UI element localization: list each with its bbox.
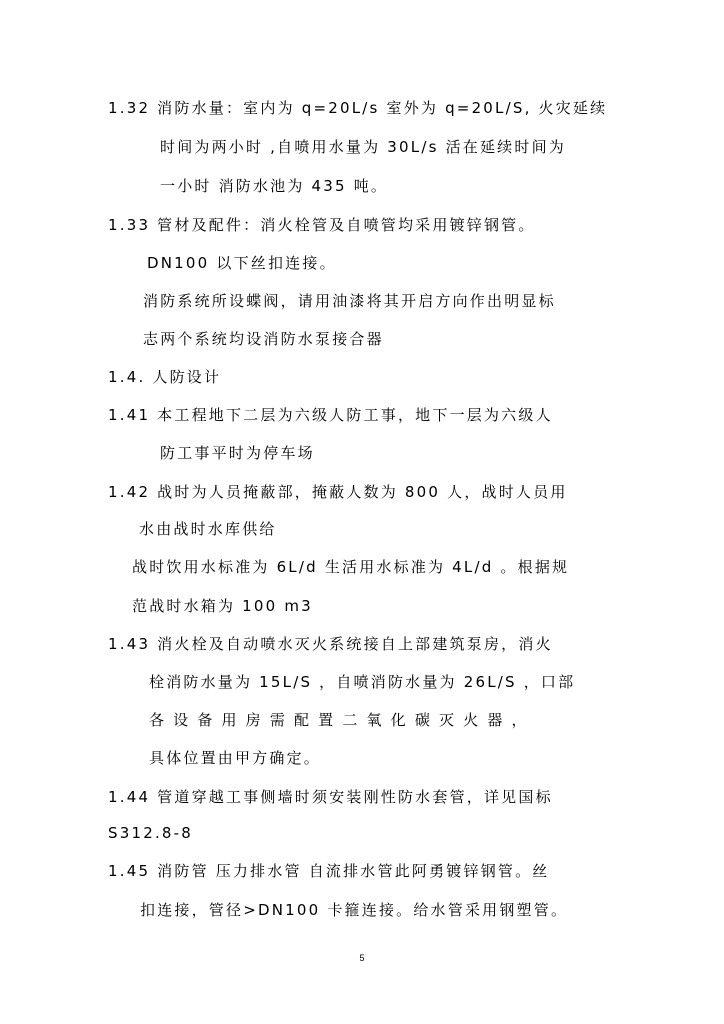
text-line-1-43-d: 具体位置由甲方确定。 [149,749,322,767]
text-line-1-41-b: 防工事平时为停车场 [160,444,315,462]
text-line-1-43-a: 1.43 消火栓及自动喷水灭火系统接自上部建筑泵房，消火 [108,635,553,653]
text-line-1-32-c: 一小时 消防水池为 435 吨。 [160,177,389,195]
text-line-1-33-b: DN100 以下丝扣连接。 [147,254,337,272]
text-line-1-44-a: 1.44 管道穿越工事侧墙时须安装刚性防水套管，详见国标 [108,788,553,806]
text-line-1-32-a: 1.32 消防水量：室内为 q=20L/s 室外为 q=20L/S, 火灾延续 [108,99,608,117]
text-line-1-32-b: 时间为两小时 ,自喷用水量为 30L/s 活在延续时间为 [160,138,566,156]
text-line-1-43-c: 各 设 备 用 房 需 配 置 二 氧 化 碳 灭 火 器 ， [149,711,529,729]
text-line-1-41-a: 1.41 本工程地下二层为六级人防工事，地下一层为六级人 [108,406,553,424]
text-line-1-42-c: 战时饮用水标准为 6L/d 生活用水标准为 4L/d 。根据规 [132,558,570,576]
text-line-1-33-a: 1.33 管材及配件：消火栓管及自喷管均采用镀锌钢管。 [108,216,536,234]
text-line-1-44-b: S312.8-8 [108,824,194,842]
text-line-1-33-c: 消防系统所设蝶阀，请用油漆将其开启方向作出明显标 [143,292,556,310]
text-line-1-42-a: 1.42 战时为人员掩蔽部，掩蔽人数为 800 人，战时人员用 [108,483,568,501]
text-line-1-43-b: 栓消防水量为 15L/S ，自喷消防水量为 26L/S ，口部 [149,673,576,691]
page-number: 5 [359,953,365,963]
section-heading-1-4: 1.4. 人防设计 [108,368,222,386]
text-line-1-45-b: 扣连接，管径>DN100 卡箍连接。给水管采用钢塑管。 [140,901,569,919]
text-line-1-42-d: 范战时水箱为 100 m3 [132,597,313,615]
text-line-1-45-a: 1.45 消防管 压力排水管 自流排水管此阿勇镀锌钢管。丝 [108,862,550,880]
text-line-1-42-b: 水由战时水库供给 [139,520,277,538]
text-line-1-33-d: 志两个系统均设消防水泵接合器 [143,330,384,348]
